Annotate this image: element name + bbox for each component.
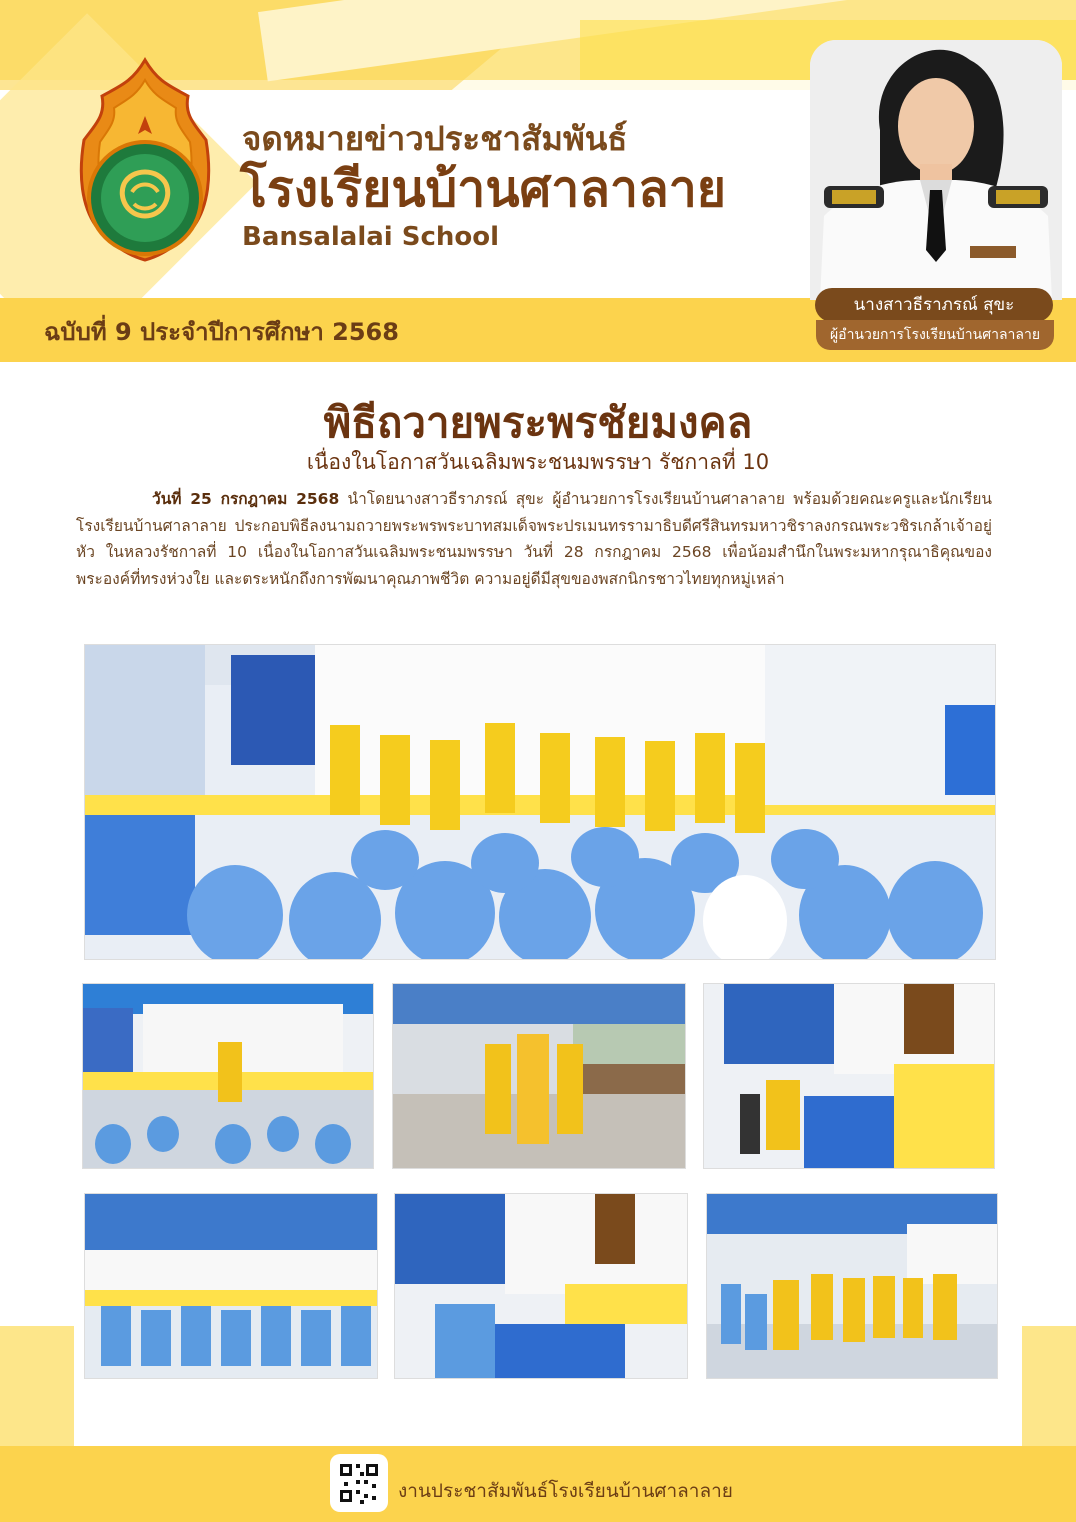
school-emblem-logo [72,56,218,262]
director-portrait [810,40,1062,300]
photo-teacher-signing [703,983,995,1169]
article-date: วันที่ 25 กรกฎาคม 2568 [152,490,340,508]
photo-group-ceremony [84,644,996,960]
photo-students-hall [84,1193,378,1379]
photo-students-lineup [706,1193,998,1379]
article-body [76,486,992,592]
issue-label: ฉบับที่ 9 ประจำปีการศึกษา 2568 [44,318,399,346]
article-title: พิธีถวายพระพรชัยมงคล [323,398,753,447]
photo-teacher-speaking [82,983,374,1169]
qr-code-icon[interactable] [330,1454,388,1512]
footer-decoration-right [1022,1326,1076,1446]
article-subtitle: เนื่องในโอกาสวันเฉลิมพระชนมพรรษา รัชกาลที่ 10 [306,450,770,474]
director-position: ผู้อำนวยการโรงเรียนบ้านศาลาลาย [816,320,1054,350]
article-text: นำโดยนางสาวธีราภรณ์ สุขะ ผู้อำนวยการโรงเรียนบ้านศาลาลาย พร้อมด้วยคณะครูและนักเรียนโรงเรียนบ้านศาลาลาย ประกอบพิธีลงนามถวายพระพรพระบาทสมเด็จพระปรเมนทรรามาธิบดีศรีสินทรมหาวชิราลงกรณพระวชิรเกล้าเจ้าอยู่หัว ในหลวงรัชกาลที่ 10 เนื่องในโอกาสวันเฉลิมพระชนมพรรษา วันที่ 28 กรกฎาคม 2568 เพื่อน้อมสำนึกในพระมหากรุณาธิคุณของพระองค์ที่ทรงห่วงใย และตระหนักถึงการพัฒนาคุณภาพชีวิต ความอยู่ดีมีสุขของพสกนิกรชาวไทยทุกหมู่เหล่า [76,490,992,588]
school-name-english: Bansalalai School [242,222,500,252]
photo-student-signing [394,1193,688,1379]
footer-decoration-left [0,1326,74,1446]
school-name-thai: โรงเรียนบ้านศาลาลาย [240,160,727,218]
newsletter-title: จดหมายข่าวประชาสัมพันธ์ [242,119,628,158]
footer-text: งานประชาสัมพันธ์โรงเรียนบ้านศาลาลาย [398,1480,733,1502]
director-name: นางสาวธีราภรณ์ สุขะ [815,288,1053,322]
photo-teachers-standing [392,983,686,1169]
